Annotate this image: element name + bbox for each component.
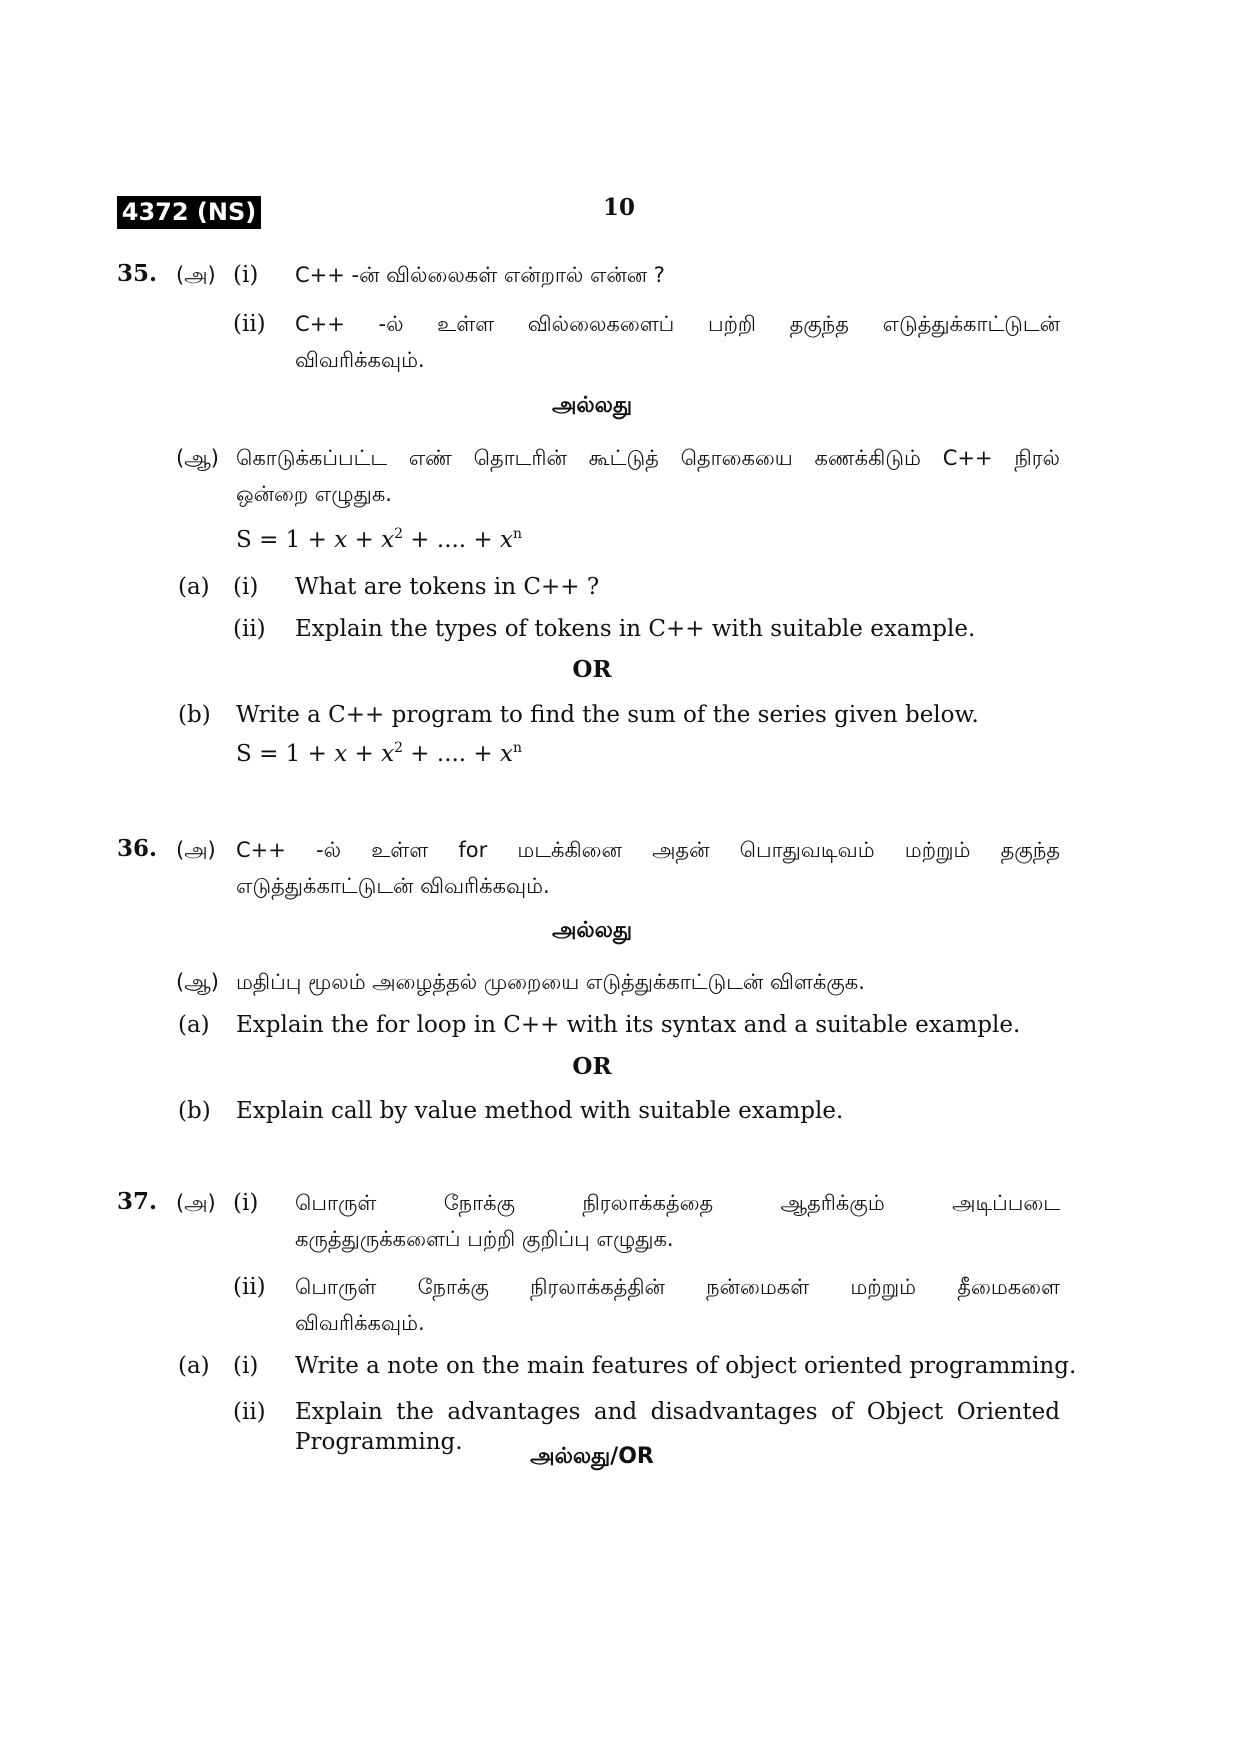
or-separator: OR: [572, 1053, 612, 1080]
question-text: விவரிக்கவும்.: [295, 1311, 425, 1335]
option-marker: (a): [178, 574, 210, 600]
or-separator: அல்லது: [551, 393, 633, 418]
question-text: Explain the advantages and disadvantages of Object Oriented Programming.: [295, 1399, 1060, 1455]
sub-marker: (i): [233, 574, 259, 600]
question-text: C++ -ன் வில்லைகள் என்றால் என்ன ?: [295, 263, 665, 287]
or-separator: OR: [572, 656, 612, 683]
question-text: எடுத்துக்காட்டுடன் விவரிக்கவும்.: [236, 874, 550, 898]
option-marker: (அ): [176, 1191, 216, 1215]
sub-marker: (i): [233, 262, 259, 288]
option-marker: (அ): [176, 838, 216, 862]
question-text: கொடுக்கப்பட்ட எண் தொடரின் கூட்டுத் தொகையை கணக்கிடும் C++ நிரல்: [236, 446, 1060, 470]
sub-marker: (i): [233, 1190, 259, 1216]
question-text: விவரிக்கவும்.: [295, 348, 425, 372]
sub-marker: (ii): [233, 1274, 266, 1300]
question-text: ஒன்றை எழுதுக.: [236, 482, 392, 506]
question-text: Write a note on the main features of object oriented programming.: [295, 1353, 1077, 1379]
series-formula: $S = 1 + x + x^2$ + .... + $x^n$: [236, 740, 523, 767]
question-text: What are tokens in C++ ?: [295, 574, 600, 600]
or-separator: அல்லது/OR: [530, 1444, 654, 1469]
question-text: Explain call by value method with suitable example.: [236, 1098, 844, 1124]
sub-marker: (ii): [233, 1399, 266, 1425]
question-text: Explain the types of tokens in C++ with suitable example.: [295, 616, 976, 642]
option-marker: (ஆ): [176, 446, 219, 470]
option-marker: (a): [178, 1012, 210, 1038]
question-text: கருத்துருக்களைப் பற்றி குறிப்பு எழுதுக.: [295, 1227, 674, 1251]
sub-marker: (ii): [233, 311, 266, 337]
question-text: Write a C++ program to find the sum of the series given below.: [236, 702, 979, 728]
question-text: Explain the for loop in C++ with its syntax and a suitable example.: [236, 1012, 1021, 1038]
question-text: பொருள் நோக்கு நிரலாக்கத்தின் நன்மைகள் மற்றும் தீமைகளை: [295, 1275, 1060, 1299]
option-marker: (b): [178, 702, 211, 728]
page-number: 10: [603, 194, 636, 221]
question-text: பொருள் நோக்கு நிரலாக்கத்தை ஆதரிக்கும் அடிப்படை: [295, 1191, 1060, 1215]
sub-marker: (i): [233, 1353, 259, 1379]
option-marker: (b): [178, 1098, 211, 1124]
or-separator: அல்லது: [551, 918, 633, 943]
paper-code-badge: 4372 (NS): [117, 196, 261, 229]
question-number: 36.: [117, 835, 158, 862]
option-marker: (அ): [176, 263, 216, 287]
question-text: மதிப்பு மூலம் அழைத்தல் முறையை எடுத்துக்காட்டுடன் விளக்குக.: [236, 970, 865, 994]
question-text: C++ -ல் உள்ள வில்லைகளைப் பற்றி தகுந்த எடுத்துக்காட்டுடன்: [295, 312, 1060, 336]
question-number: 37.: [117, 1188, 158, 1215]
series-formula: $S = 1 + x + x^2$ + .... + $x^n$: [236, 526, 523, 553]
question-text: C++ -ல் உள்ள for மடக்கினை அதன் பொதுவடிவம் மற்றும் தகுந்த: [236, 838, 1060, 862]
option-marker: (a): [178, 1353, 210, 1379]
sub-marker: (ii): [233, 616, 266, 642]
option-marker: (ஆ): [176, 970, 219, 994]
question-number: 35.: [117, 260, 158, 287]
